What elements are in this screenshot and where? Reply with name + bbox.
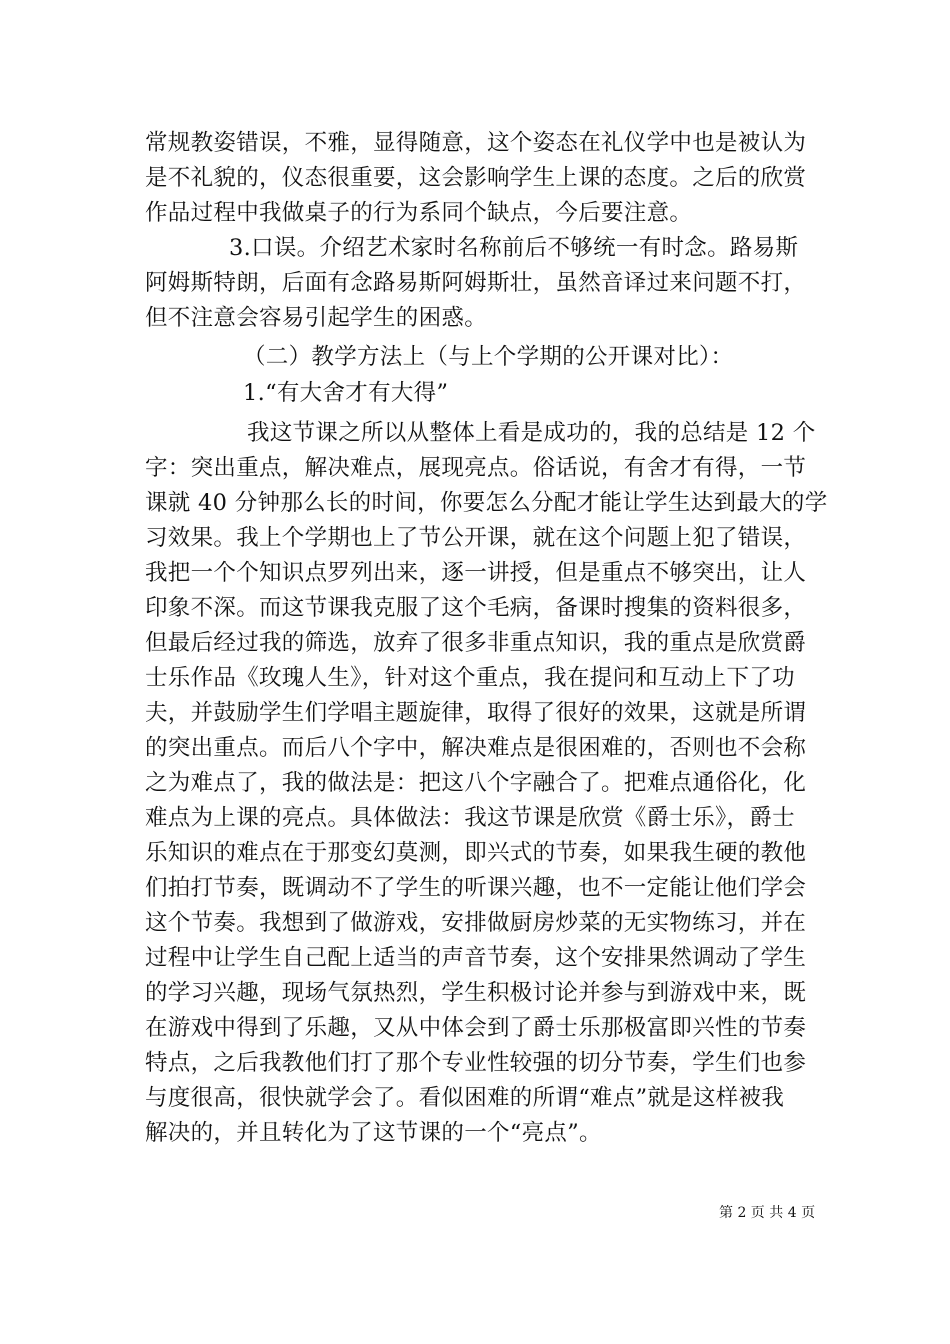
text-line: 难点为上课的亮点。具体做法：我这节课是欣赏《爵士乐》，爵士 — [145, 805, 795, 831]
text-line: 但最后经过我的筛选，放弃了很多非重点知识，我的重点是欣赏爵 — [145, 630, 807, 656]
text-line: 字：突出重点，解决难点，展现亮点。俗话说，有舍才有得，一节 — [145, 455, 807, 481]
text-line: 习效果。我上个学期也上了节公开课，就在这个问题上犯了错误， — [145, 525, 807, 551]
text-line: 3.口误。介绍艺术家时名称前后不够统一有时念。路易斯 — [229, 235, 799, 261]
text-line: 解决的，并且转化为了这节课的一个“亮点”。 — [145, 1120, 602, 1146]
text-line: 课就 40 分钟那么长的时间，你要怎么分配才能让学生达到最大的学 — [145, 490, 828, 516]
text-line: 的突出重点。而后八个字中，解决难点是很困难的，否则也不会称 — [145, 735, 807, 761]
text-line: 印象不深。而这节课我克服了这个毛病，备课时搜集的资料很多， — [145, 595, 807, 621]
section-heading: （二）教学方法上（与上个学期的公开课对比）： — [243, 344, 734, 370]
text-line: 阿姆斯特朗，后面有念路易斯阿姆斯壮，虽然音译过来问题不打， — [145, 270, 807, 296]
text-line: 夫，并鼓励学生们学唱主题旋律，取得了很好的效果，这就是所谓 — [145, 700, 807, 726]
text-line: 的学习兴趣，现场气氛热烈，学生积极讨论并参与到游戏中来，既 — [145, 980, 807, 1006]
text-line: 作品过程中我做桌子的行为系同个缺点，今后要注意。 — [145, 200, 693, 226]
text-line: 我这节课之所以从整体上看是成功的，我的总结是 12 个 — [247, 420, 816, 446]
text-line: 这个节奏。我想到了做游戏，安排做厨房炒菜的无实物练习，并在 — [145, 910, 807, 936]
text-line: 在游戏中得到了乐趣，又从中体会到了爵士乐那极富即兴性的节奏 — [145, 1015, 807, 1041]
text-line: 们拍打节奏，既调动不了学生的听课兴趣，也不一定能让他们学会 — [145, 875, 807, 901]
text-line: 之为难点了，我的做法是：把这八个字融合了。把难点通俗化，化 — [145, 770, 807, 796]
subsection-heading: 1.“有大舍才有大得” — [243, 380, 449, 406]
text-line: 与度很高，很快就学会了。看似困难的所谓“难点”就是这样被我 — [145, 1085, 785, 1111]
text-line: 过程中让学生自己配上适当的声音节奏，这个安排果然调动了学生 — [145, 945, 807, 971]
text-line: 常规教姿错误，不雅，显得随意，这个姿态在礼仪学中也是被认为 — [145, 130, 807, 156]
text-line: 是不礼貌的，仪态很重要，这会影响学生上课的态度。之后的欣赏 — [145, 165, 807, 191]
text-line: 乐知识的难点在于那变幻莫测，即兴式的节奏，如果我生硬的教他 — [145, 840, 807, 866]
text-line: 士乐作品《玫瑰人生》，针对这个重点，我在提问和互动上下了功 — [145, 665, 795, 691]
text-line: 特点，之后我教他们打了那个专业性较强的切分节奏，学生们也参 — [145, 1050, 807, 1076]
text-line: 但不注意会容易引起学生的困惑。 — [145, 305, 488, 331]
text-line: 我把一个个知识点罗列出来，逐一讲授，但是重点不够突出，让人 — [145, 560, 807, 586]
page-number-footer: 第 2 页 共 4 页 — [719, 1205, 816, 1221]
